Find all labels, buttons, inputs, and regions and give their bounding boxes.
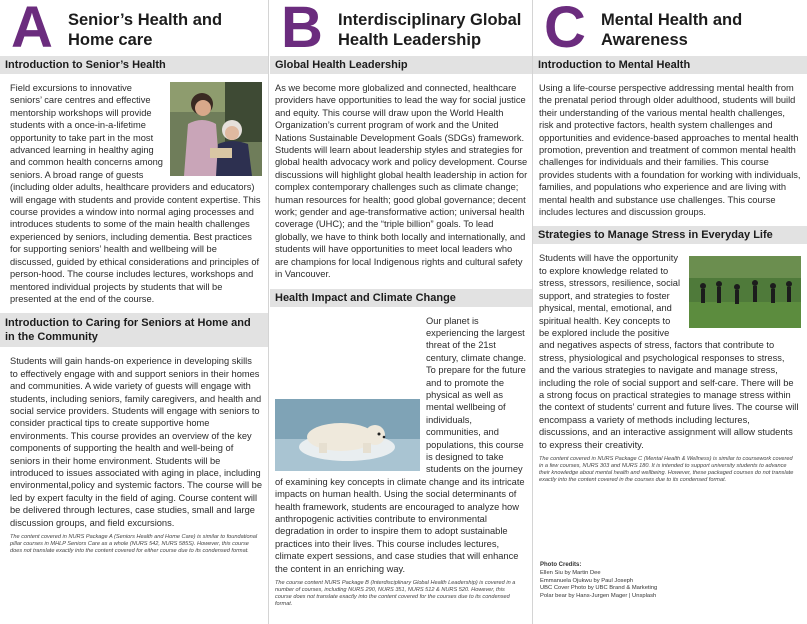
photo-credits bbox=[540, 562, 740, 601]
section-text-manage-stress: Students will have the opportunity to explore knowledge related to stress, stressors, resilience, social support, and strategies to foster physical, mental, emotional, and spiritual health. Key concepts to be explored include the positive and negatives aspects of stress, factors that contribute to stress, physiological and psychological responses to stress, and the various strategies to navigate and manage stress, including the role of social support and self-care. There will be a strong focus on practical strategies to manage stress within the context of students’ current and future lives. The course will encompass a variety of methods including lectures, discussions, and an interactive assignment will allow students to express their creativity. bbox=[539, 253, 799, 450]
column-c-title bbox=[601, 10, 742, 50]
section-text-mental-health: Using a life-course perspective addressing mental health from the prenatal period through older adulthood, students will build their understanding of the various mental health challenges, risk and protective factors, health system challenges and opportunities and evidence-based approaches to mental health promotion, prevention and treatment of common mental health challenges for individuals and their families. This course provides students with a foundation for working with individuals, families, and populations who experience and are living with mental health and substance use challenges. This course includes lectures and discussion groups. bbox=[539, 83, 801, 218]
photo-polar-bear bbox=[275, 399, 420, 471]
photo-seniors-care bbox=[170, 82, 262, 176]
letter-b: B bbox=[281, 0, 323, 60]
column-a-title-line1: Senior’s Health and bbox=[68, 11, 223, 29]
letter-a: A bbox=[11, 0, 53, 60]
column-c bbox=[533, 0, 807, 624]
section-body-manage-stress bbox=[533, 244, 807, 451]
section-text-caring-seniors: Students will gain hands-on experience in developing skills to effectively engage with and support seniors in their homes and communities. A wide variety of guests will engage with students, including seniors, family caregivers, and health and social service providers. Students will engage with seniors to consider practical tips to create supportive home environments. This course provides an overview of the key components of supporting the health and well-being of seniors in their home environment. Students will be introduced to issues associated with aging in place, including environmental,policy and systemic factors. The course will be led by expert faculty in the field of aging. Course content will be delivered through lectures, case studies, small and large discussion groups, and field excursions. bbox=[10, 356, 262, 528]
column-a-title bbox=[68, 10, 222, 50]
photo-exercise-group bbox=[689, 256, 801, 328]
column-b-title-line1: Interdisciplinary Global bbox=[338, 11, 522, 29]
footnote-package-b: The course content NURS Package B (Interdisciplinary Global Health Leadership) is covered in a number of courses, including NURS 290, NURS 351, NURS 512 & NURS 520. However, this course does not translate exactly into the content covered for the courses due to its condensed format. bbox=[275, 580, 516, 608]
footnote-package-c: The content covered in NURS Package C (Mental Health & Wellness) is similar to coursework covered in a few courses, NURS 303 and NURS 180. It is intended to support university students to advance their knowledge about mental health and wellbeing. However, these packaged courses do not translate exactly into the content covered in the courses due to its condensed format. bbox=[539, 455, 794, 483]
column-b-title bbox=[338, 10, 521, 50]
column-c-title-line1: Mental Health and bbox=[601, 11, 743, 29]
section-title-global-health: Global Health Leadership bbox=[270, 56, 532, 74]
section-text-climate-change: Our planet is experiencing the largest threat of the 21st century, climate change. To prepare for the future and to promote the physical as well as mental wellbeing of individuals, communities, and populations, this course is designed to take students on the journey of examining key concepts in climate change and its intricate impacts on human health. Using the social determinants of health framework, students are encouraged to analyze how anthropogenic activities contribute to environmental degradation in order to inspire them to adopt sustainable practices into their lives. This course includes lectures, climate expert sessions, and case studies that will enhance the content in an enriching way. bbox=[275, 315, 527, 574]
footnote-package-a: The content covered in NURS Package A (Seniors Health and Home Care) is similar to foundational pillar courses in MHLP Seniors Care as a whole (NURS 542, NURS 585S). However, this course does not translate exactly into the content covered for either course due to its condensed format. bbox=[10, 534, 258, 554]
section-title-seniors-health: Introduction to Senior’s Health bbox=[0, 56, 268, 74]
section-title-climate-change: Health Impact and Climate Change bbox=[270, 289, 532, 307]
photo-credit-line: Ellen Siu by Martin Dee bbox=[540, 569, 601, 576]
photo-credit-line: Emmanuela Ojukwu by Paul Joseph bbox=[540, 577, 634, 584]
column-a-title-line2: Home care bbox=[68, 31, 153, 49]
section-body-climate-change bbox=[270, 307, 532, 576]
column-divider bbox=[268, 0, 269, 624]
column-a-header bbox=[0, 0, 268, 60]
column-b bbox=[270, 0, 532, 624]
column-a bbox=[0, 0, 268, 624]
section-text-global-health: As we become more globalized and connected, healthcare providers have opportunities to lead the way for social justice and equity. This course will draw upon the World Health Organization’s current program of work and the United Nations Sustainable Development Goals (SDGs) framework. Students will learn about leadership styles and strategies for global health advocacy work and policy development. Course discussions will highlight global health leadership in action for complex contemporary challenges such as climate change; human resources for health; good global governance; decent work; gender and age-transformative action; universal health coverage (UHC); and the “triple billion” goals. To lead globally, we have to think both locally and internationally, and students will have opportunities to meet local leaders who are champions for local Indigenous rights and cultural safety in Vancouver. bbox=[275, 83, 528, 280]
column-c-header bbox=[533, 0, 807, 60]
section-title-manage-stress: Strategies to Manage Stress in Everyday Life bbox=[533, 226, 807, 244]
section-title-mental-health: Introduction to Mental Health bbox=[533, 56, 807, 74]
photo-credit-line: UBC Cover Photo by UBC Brand & Marketing bbox=[540, 585, 658, 592]
section-text-seniors-health: Field excursions to innovative seniors’ care centres and effective mentorship workshops will provide students with a once-in-a-lifetime opportunity to take part in the most advanced learning in healthy aging and common health concerns among seniors. A broad range of guests (including older adults, healthcare providers and educators) will engage with students and provide content expertise. This course provides a window into normal aging processes and introduces students to some of the main health challenges experienced by seniors, including dementia. Best practices for supporting seniors’ health and wellbeing will be discussed, guided by ethical considerations and principles of person-hood. The course includes lectures, workshops and mentored individual projects by students that will be presented at the end of the course. bbox=[10, 83, 261, 304]
letter-c: C bbox=[544, 0, 586, 60]
column-b-header bbox=[270, 0, 532, 60]
photo-credit-line: Polar bear by Hans-Jurgen Mager | Unsplash bbox=[540, 593, 657, 600]
section-body-seniors-health bbox=[0, 74, 268, 305]
photo-credits-title: Photo Credits: bbox=[540, 562, 582, 568]
section-title-caring-seniors: Introduction to Caring for Seniors at Home and in the Community bbox=[0, 313, 268, 347]
column-b-title-line2: Health Leadership bbox=[338, 31, 482, 49]
column-c-title-line2: Awareness bbox=[601, 31, 688, 49]
